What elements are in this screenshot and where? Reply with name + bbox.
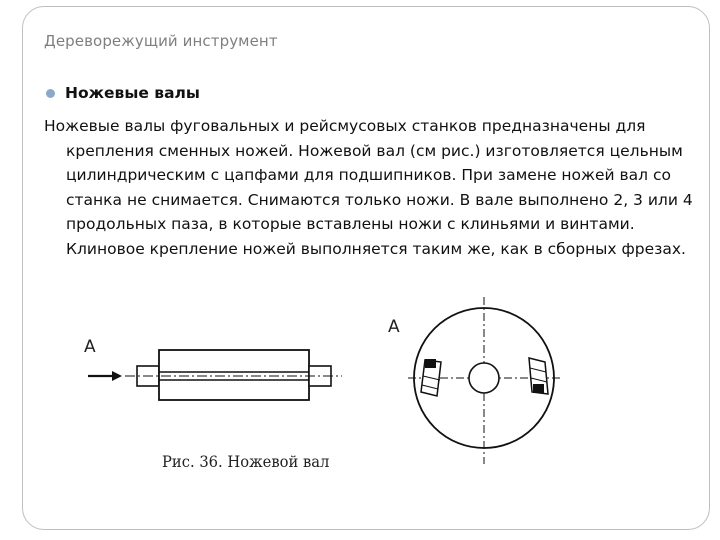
slide-title: Дереворежущий инструмент: [44, 32, 278, 50]
view-arrow-icon: [112, 371, 122, 381]
bullet-heading: Ножевые валы: [65, 84, 200, 102]
shaft-body: [159, 350, 309, 400]
left-knife-wedge: [421, 359, 441, 396]
figure-caption: Рис. 36. Ножевой вал: [162, 452, 330, 471]
body-paragraph: Ножевые валы фуговальных и рейсмусовых станков предназначены для крепления сменных ножей. Ножевой вал (см рис.) изготовляется цельным цилиндрическим с цапфами для подшипников. При замене ножей вал со станка не снимается. Снимаются только ножи. В вале выполнено 2, 3 или 4 продольных паза, в которые вставлены ножи с клиньями и винтами. Клиновое крепление ножей выполняется таким же, как в сборных фрезах.: [44, 117, 693, 258]
right-knife-wedge: [529, 358, 548, 394]
end-view-drawing: [388, 297, 560, 464]
side-view-drawing: [84, 337, 342, 400]
journal-circle: [469, 363, 499, 393]
side-view-label: A: [84, 337, 96, 357]
end-view-label: A: [388, 317, 400, 337]
